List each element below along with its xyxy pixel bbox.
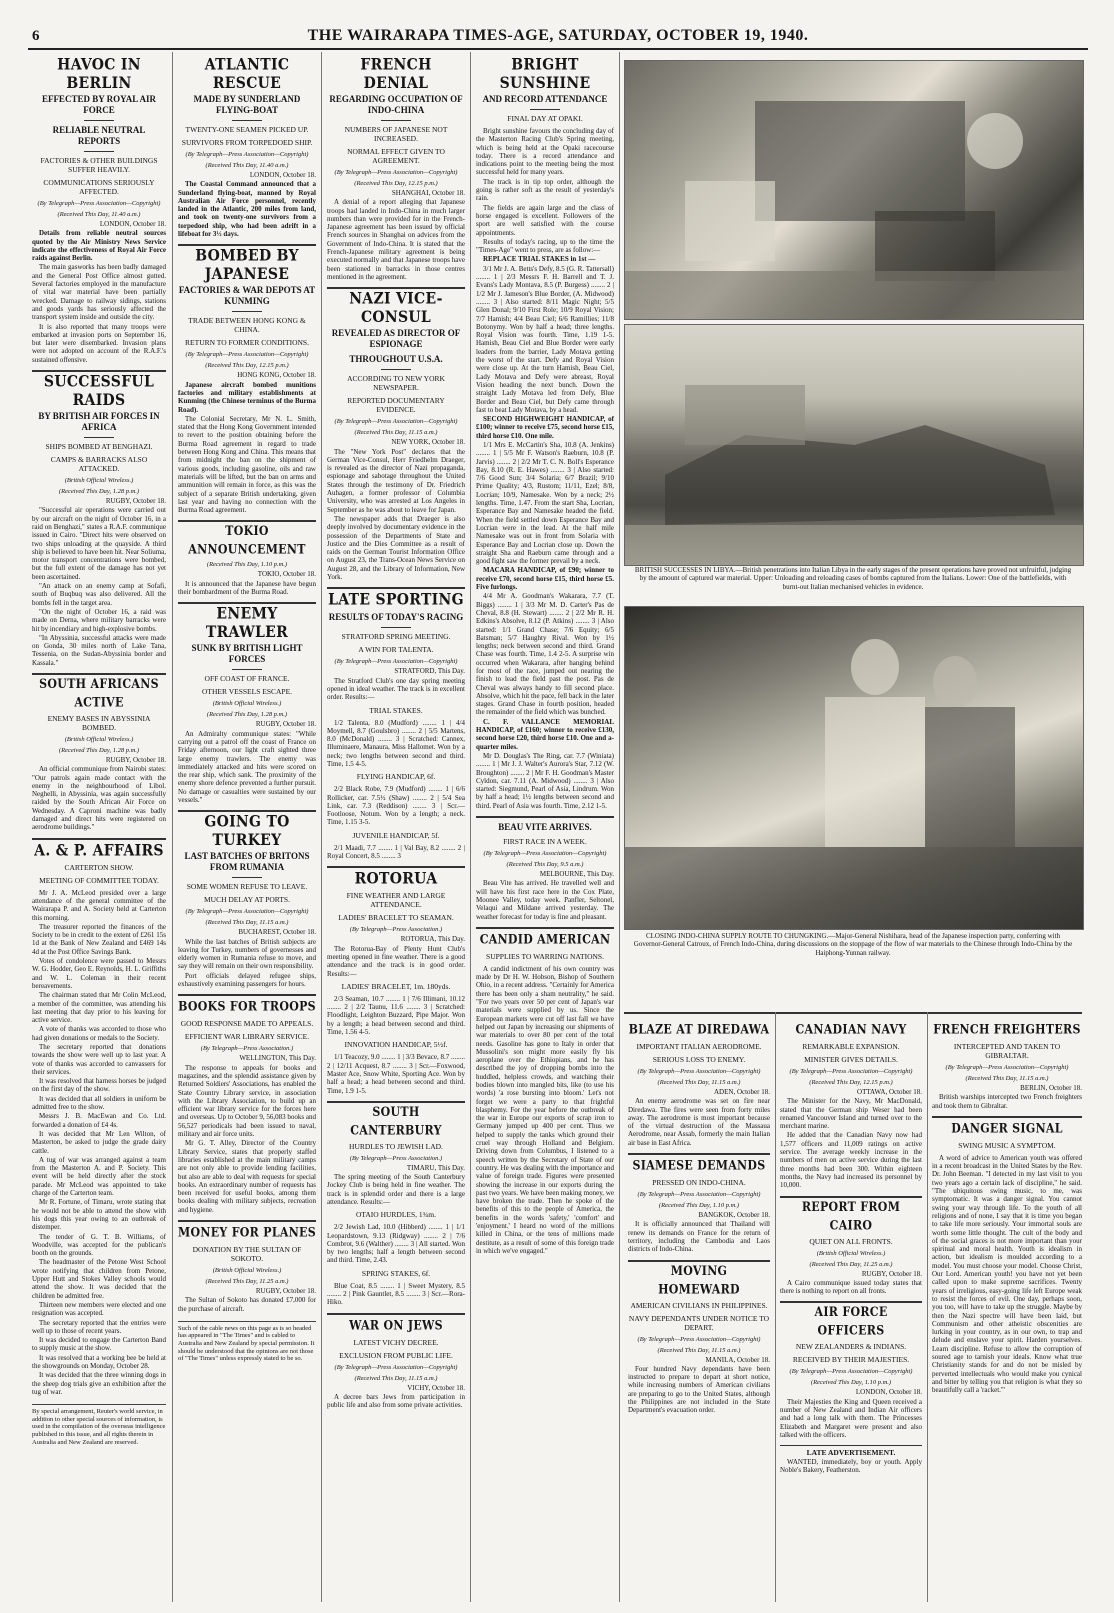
wire-credit: (By Telegraph—Press Association—Copyright) <box>185 908 309 916</box>
photo-libya-unloading-bombs <box>624 60 1084 320</box>
divider <box>84 151 114 152</box>
wire-credit: (By Telegraph—Press Association—Copyright) <box>334 169 458 176</box>
wire-credit: (British Official Wireless.) <box>212 1267 282 1274</box>
paragraph: The Coastal Command announced that a Sunderland flying-boat, manned by Royal Australian Air Force personnel, recently landed in the Atlantic, 200 miles from land, and took on twenty-one survivors from a torpedoed ship, who had been adrift in a lifeboat for 3½ days. <box>178 180 316 239</box>
column-rule <box>321 52 322 1602</box>
subhead: TRADE BETWEEN HONG KONG & CHINA. <box>188 316 306 335</box>
subhead: SUPPLIES TO WARRING NATIONS. <box>486 951 604 961</box>
subhead: FACTORIES & WAR DEPOTS AT KUNMING <box>178 285 316 307</box>
race-result: 2/1 Maadi, 7.7 ........ 1 | Val Bay, 8.2 ........ 2 | Royal Concert, 8.5 ........ 3 <box>327 843 465 861</box>
article-divider <box>178 1220 316 1222</box>
subhead: LADIES' BRACELET TO SEAMAN. <box>338 913 454 923</box>
wire-credit: (By Telegraph—Press Association—Copyright) <box>789 1068 913 1075</box>
paragraph: He added that the Canadian Navy now had 1,577 officers and 11,009 ratings on active service. The average weekly increase in the numbers of men on active service during the last three months had been 300. Within eighteen months, the Navy had increased its personnel by 10,000. <box>780 1131 922 1190</box>
paragraph: The Stratford Club's one day spring meeting opened in ideal weather. The track is in excellent order. Results:— <box>327 676 465 702</box>
paragraph: It was decided that Mr Len Wilton, of Masterton, be asked to judge the grade dairy cattle. <box>32 1129 166 1155</box>
dateline: LONDON, October 18. <box>99 220 166 228</box>
headline-going-to-turkey: GOING TO TURKEY <box>204 812 290 850</box>
received-time: (Received This Day, 12.15 p.m.) <box>354 180 438 187</box>
paragraph: The headmaster of the Petone West School wrote notifying that children from Petone, Upper Hutt and Stokes Valley schools would attend the show. It was decided that the children be admitted free. <box>32 1258 166 1300</box>
subhead: LAST BATCHES OF BRITONS FROM RUMANIA <box>184 851 310 873</box>
dateline: RUGBY, October 18. <box>255 1287 316 1295</box>
subhead: NAVY DEPENDANTS UNDER NOTICE TO DEPART. <box>628 1313 770 1332</box>
subhead: CAMPS & BARRACKS ALSO ATTACKED. <box>50 455 148 474</box>
column-7 <box>932 1020 1082 1600</box>
article-divider <box>628 1260 770 1262</box>
headline-books-for-troops: BOOKS FOR TROOPS <box>178 999 316 1015</box>
subhead: QUIET ON ALL FRONTS. <box>809 1236 893 1246</box>
subhead: EFFICIENT WAR LIBRARY SERVICE. <box>184 1032 310 1042</box>
photo-libya-battlefield-art <box>625 325 1083 565</box>
paragraph: Japanese aircraft bombed munitions factories and military establishments at Kunming (the Chinese terminus of the Burma Road). <box>178 380 316 414</box>
received-time: (Received This Day, 11.40 a.m.) <box>205 162 289 169</box>
subhead: AMERICAN CIVILIANS IN PHILIPPINES. <box>630 1300 768 1310</box>
race-title: MACARA HANDICAP, of £90; winner to receive £70, second horse £15, third horse £5. Five furlongs. <box>476 566 614 592</box>
headline-air-force-officers: AIR FORCE OFFICERS <box>814 1305 888 1339</box>
paragraph: The track is in tip top order, although the going is rather soft as the result of yesterday's rain. <box>476 177 614 203</box>
divider <box>84 120 114 121</box>
headline-late-sporting: LATE SPORTING <box>328 591 464 610</box>
received-time: (Received This Day, 1.28 p.m.) <box>206 711 288 719</box>
race-result: 3/1 Mr J. A. Betts's Defy, 8.5 (G. R. Tattersall) ........ 1 | 2/3 Messrs F. H. Barrell and T. J. Evans's Lady Montava, 8.5 (P. Burgess) ........ 2 | 1/2 Mr J. Jameson's Blue Border, (A. Midwood) ........ 3 | Also started: 8/11 Magic Night; 5/5 Glen Donal; 9/10 First Role; 10/9 Royal Vision; 7/7 Hamish; 4/4 Beau Ciel; 6/6 Ramillies; 11/8 Botonymy. Won by half a head; three lengths. Royal Vision was fourth. Time, 1.19 1-5. Hamish, Beau Ciel and Blue Border were early leaders from the barrier, Lady Motava getting the worst of the start. Defy and Royal Vision were close up. At the turn Hamish, Beau Ciel, Lady Motava and Defy were abreast, Royal Vision heading the next bunch. Down the straight Lady Motava led from Defy, Blue Border and Beau Ciel, but Defy came through fast to beat Lady Motava, by a head. <box>476 264 614 414</box>
wire-credit: (By Telegraph—Press Association—Copyright) <box>185 151 309 158</box>
column-5 <box>628 1020 770 1600</box>
article-divider <box>327 1313 465 1315</box>
received-time: (Received This Day, 12.15 p.m.) <box>809 1079 893 1086</box>
subhead: LATEST VICHY DECREE. <box>353 1337 439 1347</box>
headline-money-for-planes: MONEY FOR PLANES <box>178 1224 316 1240</box>
paragraph: Results of today's racing, up to the time the "Times-Age" went to press, are as follow:— <box>476 237 614 255</box>
dateline: RUGBY, October 18. <box>105 755 166 764</box>
race-result: 1/1 Mrs E. McCartin's Sha, 10.8 (A. Jenkins) ........ 1 | 5/5 Mr F. Watson's Raeburn, 10.8 (P. Jarvis) ........ 2 | 2/2 Mr T. C. N. Boll's Esperance Bay, 8.10 (R. E. Hawes) ........ 3 | Also started: 7/6 Good Sun; 3/4 Solaria; 6/7 Brazil; 9/10 Prime Quality; 4/3, Rustom; 11/11, Ezel; 8/8, Locrian; 10/9, Namesake. Won by a neck; 2½ lengths. Time, 1.47. From the start Sha, Locrian, Esperance Bay and Namesake headed the field. When the field settled down Esperance Bay and Locrian were in the lead. At the half mile Namesake was out in front from Solaria with Esperance Bay and Locrian close up. Down the straight Sha and Raeburn came through and a good fight saw the former prevail by a neck. <box>476 440 614 566</box>
subhead: NEW ZEALANDERS & INDIANS. <box>795 1342 907 1352</box>
late-advertisement-text: WANTED, immediately, boy or youth. Apply Noble's Bakery, Featherston. <box>780 1457 922 1474</box>
paragraph: The secretary reported that donations towards the show were well up to last year. A vote of thanks was accorded to canvassers for their services. <box>32 1043 166 1076</box>
footnote: Such of the cable news on this page as is so headed has appeared in "The Times" and is cabled to Australia and New Zealand by special permission. It should be understood that the opinions are not those of "The Times" unless expressly stated to be so. <box>178 1321 316 1363</box>
dateline: BANGKOK, October 18. <box>698 1211 770 1220</box>
subhead: SOME WOMEN REFUSE TO LEAVE. <box>186 882 308 892</box>
dateline: LONDON, October 18. <box>855 1388 922 1397</box>
dateline: OTTAWA, October 18. <box>857 1088 922 1096</box>
paragraph: The spring meeting of the South Canterbury Jockey Club is being held in fine weather. The track is in splendid order and there is a large attendance. Results:— <box>327 1173 465 1206</box>
paragraph: It is officially announced that Thailand will renew its demands on France for the return of territory, including the Cambodia and Laos districts of Indo-China. <box>628 1220 770 1254</box>
divider <box>232 120 262 121</box>
column-4 <box>476 56 614 1596</box>
divider <box>381 369 411 370</box>
received-time: (Received This Day, 1.10 p.m.) <box>206 561 288 569</box>
paragraph: "An attack on an enemy camp at Sofafi, south of Buqbuq was also delivered. All the bombs fell in the target area. <box>32 582 166 607</box>
headline-havoc-in-berlin: HAVOC IN BERLIN <box>57 56 141 93</box>
headline-atlantic-rescue: ATLANTIC RESCUE <box>204 56 290 93</box>
race-title: OTAIO HURDLES, 1¾m. <box>355 1210 437 1220</box>
wire-credit: (By Telegraph—Press Association—Copyright) <box>37 200 161 207</box>
subhead: RETURN TO FORMER CONDITIONS. <box>185 338 309 348</box>
headline-south-canterbury: SOUTH CANTERBURY <box>350 1104 442 1138</box>
subhead: PRESSED ON INDO-CHINA. <box>652 1178 746 1188</box>
headline-danger-signal: DANGER SIGNAL <box>951 1120 1063 1136</box>
subhead: MUCH DELAY AT PORTS. <box>204 895 290 905</box>
wire-credit: (By Telegraph—Press Association—Copyright) <box>637 1191 761 1199</box>
subhead: COMMUNICATIONS SERIOUSLY AFFECTED. <box>43 178 155 196</box>
article-divider <box>32 838 166 840</box>
wire-credit: (By Telegraph—Press Association—Copyright) <box>483 850 607 858</box>
paragraph: Mr G. T. Alley, Director of the Country Library Service, states that properly staffed libraries established at the main military camps are not only able to provide lending facilities, but also are able to deal with requests for special books. An extraordinary number of requests has been received for useful books, among them books dealing with military subjects, recreation and hygiene. <box>178 1139 316 1214</box>
dateline: BERLIN, October 18. <box>1020 1084 1082 1092</box>
headline-tokio-announcement: TOKIO ANNOUNCEMENT <box>188 524 306 558</box>
received-time: (Received This Day, 11.40 a.m.) <box>57 211 141 218</box>
photo-libya-unloading-bombs-art <box>625 61 1083 319</box>
paragraph: A word of advice to American youth was offered in a recent broadcast in the United States by the Rev. Dr. John Beeman. "I detected in my last visit to you two years ago a certain lack of discipline," he said. "The ubiquitous swing music, to me, was symptomatic. It was a danger signal. You cannot swing your way through life. To the youth of all religions and of none, I say that it is time you began to take life more seriously. Your immortal souls are worth some little thought. The cult of the body and of the social graces is not more important than your spiritual and moral health. Youth is idealism in action, but idealism is moulded according to a model. You must choose your model. Choose Christ, Our Lord. American youth! you have not yet been called upon to make supreme sacrifices. Twenty years of irreligious, easy-going life left Europe weak to resist the forces of evil. One day, perhaps soon, you too, will have to take up the struggle. Maybe by then the Nazi spectre will have been laid, but Communism and other atheistic obscenities are lurking in your country, as in our own, to trap and delude and enslave your spirit. Harden yourselves. Learn discipline. Refuse to allow the corruption of soured age to tarnish your ideals. Know what true Christianity stands for and do not be misled by perverted intellectuals who would make you cynical and bitter by telling you that religion is what they so beautifully call a 'racket.'" <box>932 1153 1082 1395</box>
dateline: VICHY, October 18. <box>407 1383 465 1392</box>
article-divider <box>932 1116 1082 1118</box>
race-result: 4/4 Mr A. Goodman's Wakarara, 7.7 (T. Biggs) ........ 1 | 3/3 Mr M. D. Carter's Pas de Cheval, 8.8 (H. Stewart) ........ 2 | 2/2 Mr R. H. Edkins's Absolve, 8.12 (P. Atkins) ........ 3 | Also started: 1/1 Grand Chase; 7/6 Equity; 6/5 Batsman; 5/7 Haughty Rival. Won by 1½ lengths; neck between second and third. Grand Chase was fourth. Time, 1.4 2-5. A surprise win occurred when Wakarara, after hanging behind for most of the race, jumped out nearing the finish to lead the field past the post. Pas de Cheval was always handy to fill second place. Absolve, which hit the pace, fell back in the later stages. Grand Chase in fourth position, headed the remainder of the field which was bunched. <box>476 592 614 717</box>
received-time: (Received This Day, 1.28 p.m.) <box>58 488 140 496</box>
subhead: REVEALED AS DIRECTOR OF ESPIONAGE <box>331 328 461 350</box>
subhead: ENEMY BASES IN ABYSSINIA BOMBED. <box>47 713 151 732</box>
headline-war-on-jews: WAR ON JEWS <box>349 1317 443 1333</box>
paragraph: The Sultan of Sokoto has donated £7,000 for the purchase of aircraft. <box>178 1296 316 1313</box>
headline-bright-sunshine: BRIGHT SUNSHINE <box>499 56 591 93</box>
article-divider <box>327 587 465 589</box>
subhead: FINAL DAY AT OPAKI. <box>507 114 583 123</box>
paragraph: An official communique from Nairobi states: "Our patrols again made contact with the enemy in the neighbourhood of Libol. Neghelli, in Abyssinia, was again successfully raided by the South African Air Force on Wednesday. A Caproni machine was badly damaged and direct hits were registered on aerodrome buildings." <box>32 765 166 832</box>
paragraph: A Cairo communique issued today states that there is nothing to report on all fronts. <box>780 1278 922 1296</box>
subhead: AND RECORD ATTENDANCE <box>482 94 608 104</box>
wire-credit: (By Telegraph—Press Association.) <box>349 1154 443 1162</box>
column-2 <box>178 56 316 1596</box>
subhead: TWENTY-ONE SEAMEN PICKED UP. <box>185 125 309 134</box>
wire-credit: (By Telegraph—Press Association—Copyright) <box>789 1368 913 1376</box>
received-time: (Received This Day, 1.10 p.m.) <box>810 1379 892 1387</box>
dateline: NEW YORK, October 18. <box>391 438 465 447</box>
dateline: SHANGHAI, October 18. <box>391 189 465 197</box>
dateline: ROTORUA, This Day. <box>400 935 465 944</box>
subhead: MADE BY SUNDERLAND FLYING-BOAT <box>193 94 301 115</box>
received-time: (Received This Day, 11.15 a.m.) <box>205 919 289 927</box>
wire-credit: (By Telegraph—Press Association—Copyright) <box>334 418 458 426</box>
paragraph: A decree bars Jews from participation in public life and also from some private activities. <box>327 1392 465 1410</box>
subhead: EXCLUSION FROM PUBLIC LIFE. <box>339 1350 453 1360</box>
received-time: (Received This Day, 11.15 a.m.) <box>354 429 438 437</box>
race-result: 1/2 Talenta, 8.0 (Mudford) ........ 1 | 4/4 Moymell, 8.7 (Goulsbro) ........ 2 | 5/5 Martens, 8.0 (McDonald) ........ 3 | Scratched: Cannex, Illuminaere, Manaura, Miss Hallomet. Won by a neck; two lengths between second and third. Time, 1.5 4-5. <box>327 718 465 768</box>
paragraph: British warships intercepted two French freighters and took them to Gibraltar. <box>932 1093 1082 1110</box>
headline-canadian-navy: CANADIAN NAVY <box>795 1021 907 1037</box>
paragraph: It was decided that the three winning dogs in the sheep dog trials give an exhibition after the tug of war. <box>32 1371 166 1396</box>
column-rule <box>775 1012 776 1602</box>
subhead: RECEIVED BY THEIR MAJESTIES. <box>792 1355 910 1365</box>
paragraph: Votes of condolence were passed to Messrs W. G. Hodder, Geo E. Reynolds, H. L. Griffiths and W. L. Coleman in their recent bereavements. <box>32 957 166 990</box>
dateline: WELLINGTON, This Day. <box>239 1054 316 1063</box>
article-divider <box>476 816 614 818</box>
race-title: INNOVATION HANDICAP, 5½f. <box>344 1040 448 1050</box>
paragraph: Four hundred Navy dependants have been instructed to prepare to depart at short notice, while increasing numbers of American civilians are preparing to go to the United States, although the Philippines are not included in the State Department's evacuation order. <box>628 1364 770 1415</box>
race-title: FLYING HANDICAP, 6f. <box>356 772 436 782</box>
subhead: FACTORIES & OTHER BUILDINGS SUFFER HEAVILY. <box>40 156 158 174</box>
paragraph: The fields are again large and the class of horse engaged is excellent. Followers of the sport are well satisfied with the course appointments. <box>476 203 614 237</box>
received-time: (Received This Day, 9.5 a.m.) <box>506 861 584 869</box>
subhead: ACCORDING TO NEW YORK NEWSPAPER. <box>347 374 445 393</box>
race-title: JUVENILE HANDICAP, 5f. <box>352 830 440 840</box>
race-result: Mr D. Douglas's The Ring, car. 7.7 (Winiata) ........ 1 | Mr J. J. Walter's Aurora's Star, 7.12 (W. Broughton) ........ 2 | Mr F. H. Goodman's Master Cyldon, car. 7.11 (A. Midwood) ........ 3 | Also started: Siegmund, Pearl of Asia, Lindrum. Won by half a head; 1½ lengths between second and third. Pearl of Asia was fourth. Time, 2.12 1-5. <box>476 751 614 810</box>
subhead: SERIOUS LOSS TO ENEMY. <box>652 1055 746 1064</box>
column-6 <box>780 1020 922 1600</box>
headline-siamese-demands: SIAMESE DEMANDS <box>632 1158 766 1173</box>
article-divider <box>327 1101 465 1103</box>
photo-libya-battlefield <box>624 324 1084 566</box>
subhead: DONATION BY THE SULTAN OF SOKOTO. <box>192 1245 302 1263</box>
paragraph: It was decided to engage the Carterton Band to supply music at the show. <box>32 1336 166 1353</box>
subhead: OTHER VESSELS ESCAPE. <box>201 687 293 697</box>
received-time: (Received This Day, 11.25 a.m.) <box>205 1278 289 1285</box>
dateline: ADEN, October 18. <box>714 1088 770 1096</box>
subhead: SURVIVORS FROM TORPEDOED SHIP. <box>181 138 313 147</box>
subhead: IMPORTANT ITALIAN AERODROME. <box>636 1042 762 1051</box>
dateline: RUGBY, October 18. <box>861 1269 922 1278</box>
dateline: MANILA, October 18. <box>705 1355 770 1364</box>
paragraph: An Admiralty communique states: "While carrying out a patrol off the coast of France on Friday afternoon, our light craft sighted three large enemy trawlers. The enemy was immediately attacked and hits were scored on the rear ship, which sank. The proximity of the enemy shore defence prevented a further pursuit. No damage or casualties were sustained by our vessels." <box>178 729 316 804</box>
late-advertisement-heading: LATE ADVERTISEMENT. <box>780 1445 922 1457</box>
paragraph: "In Abyssinia, successful attacks were made on Gonda, 30 miles north of Lake Tana, Tessenia, on the Sudan-Abyssinia border and Kassala." <box>32 633 166 667</box>
headline-blaze-at-diredawa: BLAZE AT DIREDAWA <box>628 1021 770 1037</box>
headline-french-denial: FRENCH DENIAL <box>360 56 432 93</box>
subhead: REMARKABLE EXPANSION. <box>802 1042 900 1051</box>
article-divider <box>476 927 614 929</box>
wire-credit: (By Telegraph—Press Association—Copyright) <box>185 351 309 359</box>
divider <box>232 669 262 670</box>
dateline: HONG KONG, October 18. <box>237 371 316 380</box>
subhead: RELIABLE NEUTRAL REPORTS <box>52 125 146 146</box>
paragraph: It is also reported that many troops were embarked at invasion ports on September 16, but later were disembarked. Invasion plans were not adopted on account of the R.A.F.'s sustained offensive. <box>32 322 166 364</box>
paragraph: "Successful air operations were carried out by our aircraft on the night of October 16, in a raid on Benghazi," states a R.A.F. communique issued in Cairo. "Direct hits were observed on two ships unloading at the quayside. A third ship is believed to have been hit. Near Soliuma, motor transport concentrations were bombed, but the full extent of the damage has not yet been ascertained. <box>32 506 166 581</box>
headline-moving-homeward: MOVING HOMEWARD <box>658 1263 740 1297</box>
divider <box>381 120 411 121</box>
paragraph: Thirteen new members were elected and one resignation was accepted. <box>32 1300 166 1318</box>
race-result: 1/1 Teacozy, 9.0 ........ 1 | 3/3 Bevace, 8.7 ........ 2 | 12/11 Acquest, 8.7 ........ 3 | Scr.—Foxwood, Master Ace, Snow White, Sporting Ace. Won by half a head; a head between second and third. Time, 1.9 1-5. <box>327 1053 465 1095</box>
dateline: MELBOURNE, This Day. <box>539 870 614 879</box>
wire-credit: (British Official Wireless.) <box>64 477 134 485</box>
wire-credit: (British Official Wireless.) <box>64 735 134 743</box>
subhead: OFF COAST OF FRANCE. <box>204 674 290 684</box>
received-time: (Received This Day, 11.25 a.m.) <box>809 1260 893 1268</box>
subhead: A WIN FOR TALENTA. <box>358 645 434 655</box>
paragraph: The tender of G. T. B. Williams, of Woodville, was accepted for the publican's booth on the grounds. <box>32 1232 166 1258</box>
paragraph: The "New York Post" declares that the German Vice-Consul, Herr Friedhelm Draeger, is revealed as the director of Nazi propaganda, espionage and sabotage throughout the United States through the testimony of Dr. Friedrich Auhagen, a former professor of Columbia University, who was arrested at Los Angeles in September as he was about to leave for Japan. <box>327 447 465 514</box>
race-title: SECOND HIGHWEIGHT HANDICAP, of £100; winner to receive £75, second horse £15, third horse £10. One mile. <box>476 415 614 440</box>
received-time: (Received This Day, 1.28 p.m.) <box>58 746 140 754</box>
race-title: REPLACE TRIAL STAKES in 1st — <box>483 255 596 264</box>
paragraph: Beau Vite has arrived. He travelled well and will have his first race here in the Cox Plate, Moonee Valley, today week. Panfler, Seltonel, Velaqui and Mildane arrived yesterday. The weather forecast for today is fine and pleasant. <box>476 879 614 921</box>
paragraph: The treasurer reported the finances of the Society to be in credit to the extent of £261 15s 1d at the Bank of New Zealand and £469 14s 4d at the Post Office Savings Bank. <box>32 922 166 956</box>
received-time: (Received This Day, 11.15 a.m.) <box>965 1075 1049 1082</box>
subhead: RESULTS OF TODAY'S RACING <box>328 612 464 623</box>
article-divider <box>327 866 465 868</box>
headline-rotorua: ROTORUA <box>354 870 438 889</box>
subhead: INTERCEPTED AND TAKEN TO GIBRALTAR. <box>953 1042 1061 1060</box>
subhead: REPORTED DOCUMENTARY EVIDENCE. <box>347 396 445 415</box>
dateline: TIMARU, This Day. <box>406 1163 465 1172</box>
race-title: C. F. VALLANCE MEMORIAL HANDICAP, of £160; winner to receive £130, second horse £20, third horse £10. One and a-quarter miles. <box>476 717 614 751</box>
paragraph: While the last batches of British subjects are leaving for Turkey, numbers of governesses and elderly women in Rumania refuse to move, and say they will remain on their own responsibility. <box>178 937 316 971</box>
paragraph: A tug of war was arranged against a team from the Masterton A. and P. Society. This event will be held directly after the stock parade. Mr McLeod was appointed to take charge of the Carterton team. <box>32 1155 166 1198</box>
headline-south-africans-active: SOUTH AFRICANS ACTIVE <box>39 676 159 711</box>
wire-credit: (British Official Wireless.) <box>212 700 282 708</box>
paragraph: A vote of thanks was accorded to those who had given donations or medals to the Society. <box>32 1025 166 1042</box>
subhead: NORMAL EFFECT GIVEN TO AGREEMENT. <box>347 147 445 165</box>
dateline: RUGBY, October 18. <box>105 497 166 506</box>
headline-bombed-by-japanese: BOMBED BY JAPANESE <box>195 246 299 284</box>
headline-enemy-trawler: ENEMY TRAWLER <box>205 604 289 642</box>
paragraph: "On the night of October 16, a raid was made on Derna, where military barracks were hit by incendiary and high-explosive bombs. <box>32 607 166 633</box>
received-time: (Received This Day, 1.10 p.m.) <box>658 1202 740 1210</box>
divider <box>381 627 411 628</box>
subhead: SUNK BY BRITISH LIGHT FORCES <box>191 643 303 665</box>
subhead: MEETING OF COMMITTEE TODAY. <box>39 875 159 885</box>
subhead: BY BRITISH AIR FORCES IN AFRICA <box>38 411 160 433</box>
divider <box>84 437 114 438</box>
subhead: CARTERTON SHOW. <box>64 862 134 872</box>
paragraph: The Minister for the Navy, Mr MacDonald, stated that the German ship Weser had been renamed Vancouver Island and turned over to the merchant marine. <box>780 1097 922 1131</box>
paragraph: It was decided that all soldiers in uniform be admitted free to the show. <box>32 1094 166 1112</box>
dateline: LONDON, October 18. <box>249 171 316 179</box>
headline-beau-vite-arrives: BEAU VITE ARRIVES. <box>498 822 592 833</box>
paragraph: The newspaper adds that Draeger is also deeply involved by documentary evidence in the possession of the Departments of State and Justice and the Dies Committee as a result of raids on the German Tourist Information Office on August 23, the Trans-Ocean News Service on August 28, and the Library of Information, New York. <box>327 514 465 582</box>
headline-nazi-vice-consul: NAZI VICE-CONSUL <box>349 289 443 327</box>
paragraph: The Colonial Secretary, Mr N. L. Smith, stated that the Hong Kong Government intended to revert to the position obtaining before the Burma Road agreement in regard to trade between Hong Kong and China. This means that from midnight the ban on the shipment of various goods, including gasoline, oils and raw materials will be lifted, but the ban on arms and ammunition will remain in force, as this was the subject of a separate British undertaking, given last year and having no connection with the Burma Road agreement. <box>178 414 316 515</box>
photo-indo-china-conference <box>624 606 1084 930</box>
wire-credit: (By Telegraph—Press Association—Copyright) <box>637 1068 761 1075</box>
section-divider <box>624 1012 1082 1014</box>
column-rule <box>470 52 471 1602</box>
dateline: STRATFORD, This Day. <box>394 667 465 676</box>
photo-caption-libya: BRITISH SUCCESSES IN LIBYA.—British penetrations into Italian Libya in the early stages of the present operations have proved not unfruitful, judging by the amount of captured war material. Upper: Unloading and reloading cases of bombs captured from the Italians. Lower: One of the battlefields, with burnt-out Italian mechanised vehicles in evidence. <box>634 566 1072 591</box>
headline-report-from-cairo: REPORT FROM CAIRO <box>801 1199 901 1233</box>
wire-credit: (By Telegraph—Press Association—Copyright) <box>334 1363 458 1371</box>
paragraph: Port officials delayed refugee ships, exhaustively examining passengers for hours. <box>178 971 316 989</box>
wire-credit: (By Telegraph—Press Association—Copyright) <box>945 1064 1069 1071</box>
photo-indo-china-conference-art <box>625 607 1083 929</box>
divider <box>232 877 262 878</box>
subhead: REGARDING OCCUPATION OF INDO-CHINA <box>329 94 463 115</box>
paragraph: An enemy aerodrome was set on fire near Diredawa. The fires were seen from forty miles away. The aerodrome is most important because of the virtual destruction of the Massaua Aerodrome, near Assab, formerly the main Italian air base in East Africa. <box>628 1097 770 1147</box>
subhead: FINE WEATHER AND LARGE ATTENDANCE. <box>346 891 446 910</box>
paragraph: The main gasworks has been badly damaged and the General Post Office almost gutted. Several factories employed in the manufacture of vital war material have been partially wrecked. Damage to railway sidings, stations and goods yards has seriously affected the transport system inside and outside the city. <box>32 263 166 322</box>
headline-a-and-p-affairs: A. & P. AFFAIRS <box>34 841 164 860</box>
subhead: NUMBERS OF JAPANESE NOT INCREASED. <box>344 125 448 143</box>
race-title: LADIES' BRACELET, 1m. 180yds. <box>341 981 451 991</box>
article-divider <box>780 1196 922 1198</box>
subhead: THROUGHOUT U.S.A. <box>349 354 443 365</box>
divider <box>530 109 560 110</box>
race-title: SPRING STAKES, 6f. <box>361 1268 431 1278</box>
article-divider <box>628 1153 770 1155</box>
race-title: TRIAL STAKES. <box>369 705 423 715</box>
subhead: MINISTER GIVES DETAILS. <box>804 1055 898 1064</box>
paragraph: Messrs J. B. MacEwan and Co. Ltd. forwarded a donation of £4 4s. <box>32 1112 166 1129</box>
dateline: BUCHAREST, October 18. <box>238 928 316 937</box>
subhead: SWING MUSIC A SYMPTOM. <box>958 1140 1056 1150</box>
page-number: 6 <box>32 28 40 44</box>
paragraph: The response to appeals for books and magazines, and the splendid assistance given by Returned Soldiers' Associations, has enabled the State Country Library service, in association with the Library Association, to build up an efficient war library service for the forces here and overseas. Up to October 9, 56,083 books and 56,527 periodicals had been issued to naval, military and air force units. <box>178 1063 316 1139</box>
paragraph: A denial of a report alleging that Japanese troops had landed in Indo-China in much larger numbers than were provided for in the French-Japanese agreement has been issued by official French sources in Shanghai on advices from the Government of Indo-China. It is stated that the French-Japanese military agreement is being executed normally and that Japanese troops have been stationed in barracks in those centres mentioned in the agreement. <box>327 198 465 281</box>
wire-credit: (By Telegraph—Press Association.) <box>349 926 443 934</box>
paragraph: Mr J. A. McLeod presided over a large attendance of the general committee of the Wairarapa P. and A. Society held at Carterton this morning. <box>32 888 166 922</box>
paragraph: Mr R. Fortune, of Timaru, wrote stating that he would not be able to attend the show with his dogs this year owing to an outbreak of distemper. <box>32 1198 166 1232</box>
paragraph: It was resolved that harness horses be judged on the first day of the show. <box>32 1077 166 1094</box>
paragraph: Their Majesties the King and Queen received a number of New Zealand and Indian Air officers and had a long talk with them. The Princesses Elizabeth and Margaret were present and also talked with the officers. <box>780 1397 922 1439</box>
column-3 <box>327 56 465 1596</box>
wire-credit: (By Telegraph—Press Association—Copyright) <box>637 1335 761 1343</box>
subhead: EFFECTED BY ROYAL AIR FORCE <box>41 94 157 115</box>
received-time: (Received This Day, 11.15 a.m.) <box>657 1346 741 1354</box>
subhead: SHIPS BOMBED AT BENGHAZI. <box>45 442 153 452</box>
paragraph: Details from reliable neutral sources quoted by the Air Ministry News Service indicate the effectiveness of Royal Air Force raids against Berlin. <box>32 229 166 263</box>
wire-credit: (By Telegraph—Press Association.) <box>200 1045 294 1053</box>
column-rule <box>172 52 173 1602</box>
race-result: Blue Coat, 8.5 ........ 1 | Sweet Mystery, 8.5 ........ 2 | Pink Gauntlet, 8.5 ........ 3 | Scr.—Rora-Hiko. <box>327 1281 465 1307</box>
headline-french-freighters: FRENCH FREIGHTERS <box>933 1021 1081 1037</box>
paragraph: The chairman stated that Mr Colin McLeod, a member of the committee, was attending his last meeting that day prior to his leaving for active service. <box>32 991 166 1025</box>
subhead: FIRST RACE IN A WEEK. <box>503 837 587 847</box>
subhead: HURDLES TO JEWISH LAD. <box>349 1141 443 1151</box>
dateline: TOKIO, October 18. <box>257 570 316 579</box>
wire-credit: (British Official Wireless.) <box>816 1249 886 1257</box>
column-rule <box>619 52 620 1602</box>
article-divider <box>178 994 316 996</box>
paragraph: It was resolved that a working bee be held at the showgrounds on Monday, October 28. <box>32 1353 166 1370</box>
headline-candid-american: CANDID AMERICAN <box>479 931 611 947</box>
received-time: (Received This Day, 11.15 a.m.) <box>657 1079 741 1086</box>
paragraph: The secretary reported that the entries were well up to those of recent years. <box>32 1318 166 1335</box>
paragraph: The Rotorua-Bay of Plenty Hunt Club's meeting opened in fine weather. There is a good attendance and the track is in good order. Results:— <box>327 944 465 978</box>
newspaper-title: THE WAIRARAPA TIMES-AGE, SATURDAY, OCTOBER 19, 1940. <box>307 27 809 44</box>
received-time: (Received This Day, 11.15 a.m.) <box>354 1374 438 1382</box>
subhead: GOOD RESPONSE MADE TO APPEALS. <box>180 1019 314 1029</box>
photo-caption-indo-china: CLOSING INDO-CHINA SUPPLY ROUTE TO CHUNGKING.—Major-General Nishihara, head of the Japanese inspection party, conferring with Governor-General Catroux, of French Indo-China, during discussions on the stoppage of the flow of war materials to the Chinese through Indo-China by the Haiphong-Yunnan railway. <box>633 932 1073 957</box>
received-time: (Received This Day, 12.15 p.m.) <box>205 362 289 370</box>
wire-credit: (By Telegraph—Press Association—Copyright) <box>334 658 458 666</box>
column-rule <box>927 1012 928 1602</box>
paragraph: A candid indictment of his own country was made by Dr H. W. Hobson, Bishop of Southern Ohio, in a recent address. "Certainly for America there has been only a sham neutrality," he said. "For two years over 50 per cent of Japan's war materials were supplied by us. Since the European markets were cut off last fall we have helped out Japan by increasing our shipments of war materials to over 80 per cent of the total needs. Gasoline has gone to Italy in order that Mussolini's son might more easily fly his aeroplane over the Ethiopians, and he has described the joy of dropping bombs into the huddled, helpless crowds, and watching their bodies blown into mangled bits, like (to use his words) 'a rose bursting into bloom.' Let's not forget we were a party to that frightful blasphemy. For the year before the outbreak of the war in Europe our exports of scrap iron to Germany jumped up 400 per cent. Thus we helped to supply the tanks which ground their cruel way through Holland and Belgium. Driving down from Columbus, I listened to a speech written by the Secretary of State of our country. He was dealing with the importance and value of foreign trade. Figures were presented showing the increase in our exports during the past two years. We have been making money, we have broken the trade. Then he spoke of the benefits of this to the people of America, the benefits in the words 'safety,' 'comfort' and 'enjoyment.' I heard no word of the millions killed in China, or the tens of millions made destitute, as a result of some of this foreign trade in which we've engaged." <box>476 964 614 1255</box>
race-result: 2/2 Jewish Lad, 10.0 (Hibberd) ........ 1 | 1/1 Leopardstown, 9.13 (Ridgway) ........ 2 | 7/6 Combrot, 9.6 (Walther) ........ 3 | All started. Won by two lengths; half a length between second and third. Time, 2.43. <box>327 1223 465 1265</box>
divider <box>232 311 262 312</box>
dateline: RUGBY, October 18. <box>255 720 316 729</box>
paragraph: Bright sunshine favours the concluding day of the Masterton Racing Club's Spring meeting, which is being held at the Opaki racecourse today. There is a record attendance and indications point to the meeting being the most successful held for many years. <box>476 127 614 177</box>
race-result: 2/3 Seaman, 10.7 ........ 1 | 7/6 Illimani, 10.12 ........ 2 | 2/2 Taunu, 11.6 ........ 3 | Scratched: Floodlight, Leighton Buzzard, Pipe Major. Won by a length; a head between second and third. Time, 1.56 4-5. <box>327 994 465 1037</box>
headline-successful-raids: SUCCESSFUL RAIDS <box>43 372 155 410</box>
footnote: By special arrangement, Reuter's world service, in addition to other special sources of information, is used in the compilation of the overseas intelligence published in this issue, and all rights therein in Australia and New Zealand are reserved. <box>32 1404 166 1446</box>
column-1 <box>32 56 166 1596</box>
paragraph: It is announced that the Japanese have begun their bombardment of the Burma Road. <box>178 579 316 597</box>
race-result: 2/2 Black Robe, 7.9 (Mudford) ........ 1 | 6/6 Rollicker, car. 7.5½ (Shaw) ........ 2 | 5/4 Sea Link, car. 7.3 (Reddison) ........ 3 | Scr.—Footloose, Notum. Won by a length; a neck. Time, 1.15 3-5. <box>327 785 465 827</box>
subhead: STRATFORD SPRING MEETING. <box>341 632 451 642</box>
masthead <box>28 26 1088 50</box>
